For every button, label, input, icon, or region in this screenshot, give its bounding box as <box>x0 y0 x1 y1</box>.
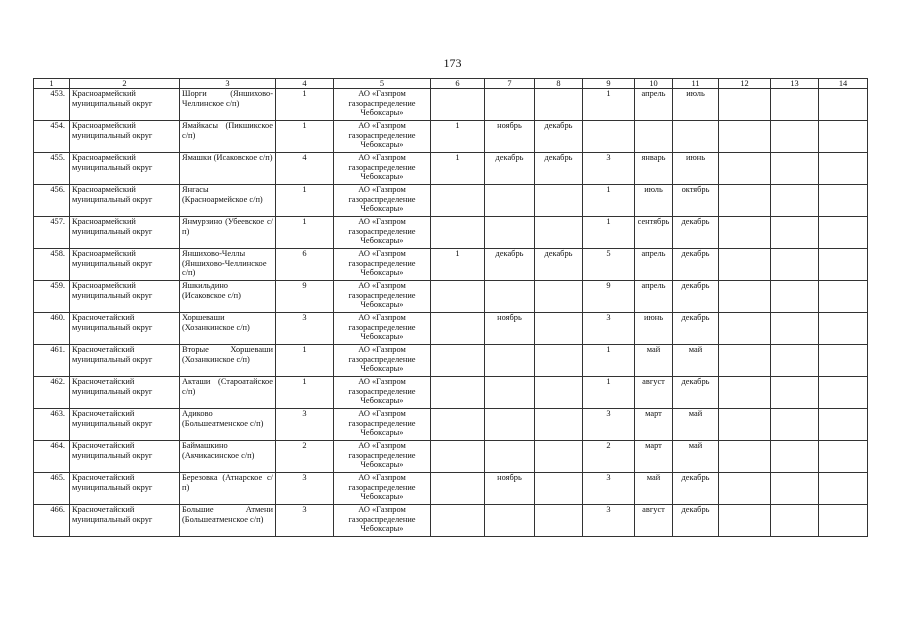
col13-cell <box>771 153 819 185</box>
organization-cell: АО «Газпром газораспределение Чебоксары» <box>334 153 431 185</box>
col6-cell <box>431 281 485 313</box>
col10-cell: апрель <box>635 249 673 281</box>
col6-cell <box>431 377 485 409</box>
col12-cell <box>719 377 771 409</box>
row-number: 457. <box>34 217 70 249</box>
table-row <box>34 377 868 409</box>
col8-cell: декабрь <box>535 153 583 185</box>
col11-cell: декабрь <box>673 281 719 313</box>
organization-cell: АО «Газпром газораспределение Чебоксары» <box>334 345 431 377</box>
organization-cell: АО «Газпром газораспределение Чебоксары» <box>334 217 431 249</box>
organization-cell: АО «Газпром газораспределение Чебоксары» <box>334 121 431 153</box>
count-cell: 2 <box>276 441 334 473</box>
table-row <box>34 121 868 153</box>
organization-cell: АО «Газпром газораспределение Чебоксары» <box>334 409 431 441</box>
col12-cell <box>719 345 771 377</box>
col13-cell <box>771 441 819 473</box>
district-cell: Красноармейский муниципальный округ <box>70 281 180 313</box>
district-cell: Красноармейский муниципальный округ <box>70 153 180 185</box>
col10-cell: сентябрь <box>635 217 673 249</box>
col14-cell <box>819 345 868 377</box>
col8-cell: декабрь <box>535 121 583 153</box>
col7-cell <box>485 281 535 313</box>
col14-cell <box>819 121 868 153</box>
col7-cell: ноябрь <box>485 313 535 345</box>
col11-cell: май <box>673 345 719 377</box>
settlement-cell: Янмурзино (Убеевское с/п) <box>180 217 276 249</box>
count-cell: 1 <box>276 185 334 217</box>
col14-cell <box>819 153 868 185</box>
district-cell: Красноармейский муниципальный округ <box>70 121 180 153</box>
col13-cell <box>771 185 819 217</box>
row-number: 460. <box>34 313 70 345</box>
col11-cell: октябрь <box>673 185 719 217</box>
col13-cell <box>771 281 819 313</box>
col9-cell: 9 <box>583 281 635 313</box>
col8-cell <box>535 441 583 473</box>
count-cell: 1 <box>276 217 334 249</box>
count-cell: 3 <box>276 505 334 537</box>
row-number: 453. <box>34 89 70 121</box>
col13-cell <box>771 377 819 409</box>
col9-cell: 1 <box>583 377 635 409</box>
row-number: 463. <box>34 409 70 441</box>
col9-cell: 1 <box>583 345 635 377</box>
settlement-cell: Большие Атмени (Большеатменское с/п) <box>180 505 276 537</box>
organization-cell: АО «Газпром газораспределение Чебоксары» <box>334 89 431 121</box>
settlement-cell: Баймашкино (Акчикасинское с/п) <box>180 441 276 473</box>
col7-cell <box>485 409 535 441</box>
col9-cell: 3 <box>583 505 635 537</box>
col6-cell <box>431 441 485 473</box>
organization-cell: АО «Газпром газораспределение Чебоксары» <box>334 505 431 537</box>
row-number: 462. <box>34 377 70 409</box>
column-number-cell: 7 <box>485 79 535 89</box>
column-number-cell: 4 <box>276 79 334 89</box>
col9-cell: 1 <box>583 185 635 217</box>
col14-cell <box>819 377 868 409</box>
col14-cell <box>819 313 868 345</box>
col13-cell <box>771 345 819 377</box>
row-number: 464. <box>34 441 70 473</box>
col7-cell <box>485 441 535 473</box>
row-number: 456. <box>34 185 70 217</box>
col6-cell <box>431 217 485 249</box>
col8-cell <box>535 377 583 409</box>
col9-cell: 3 <box>583 153 635 185</box>
col12-cell <box>719 313 771 345</box>
district-cell: Красночетайский муниципальный округ <box>70 313 180 345</box>
col9-cell: 3 <box>583 473 635 505</box>
col14-cell <box>819 217 868 249</box>
table-row <box>34 153 868 185</box>
organization-cell: АО «Газпром газораспределение Чебоксары» <box>334 281 431 313</box>
col6-cell <box>431 89 485 121</box>
col8-cell <box>535 89 583 121</box>
col9-cell <box>583 121 635 153</box>
column-number-cell: 11 <box>673 79 719 89</box>
col10-cell: август <box>635 505 673 537</box>
count-cell: 9 <box>276 281 334 313</box>
col8-cell <box>535 409 583 441</box>
col9-cell: 1 <box>583 89 635 121</box>
table-row <box>34 89 868 121</box>
table-row <box>34 185 868 217</box>
count-cell: 3 <box>276 473 334 505</box>
district-cell: Красночетайский муниципальный округ <box>70 473 180 505</box>
col6-cell <box>431 473 485 505</box>
row-number: 458. <box>34 249 70 281</box>
col13-cell <box>771 473 819 505</box>
col6-cell <box>431 345 485 377</box>
col6-cell: 1 <box>431 249 485 281</box>
col7-cell <box>485 377 535 409</box>
column-number-row <box>34 79 868 89</box>
col8-cell <box>535 281 583 313</box>
col10-cell: апрель <box>635 281 673 313</box>
count-cell: 3 <box>276 409 334 441</box>
count-cell: 6 <box>276 249 334 281</box>
col11-cell: июль <box>673 89 719 121</box>
col7-cell: ноябрь <box>485 473 535 505</box>
col7-cell <box>485 185 535 217</box>
district-cell: Красночетайский муниципальный округ <box>70 409 180 441</box>
table-row <box>34 409 868 441</box>
col8-cell: декабрь <box>535 249 583 281</box>
page-number: 173 <box>443 56 462 70</box>
col10-cell: январь <box>635 153 673 185</box>
col6-cell <box>431 505 485 537</box>
col14-cell <box>819 473 868 505</box>
district-cell: Красночетайский муниципальный округ <box>70 377 180 409</box>
table-row <box>34 217 868 249</box>
col7-cell <box>485 217 535 249</box>
col10-cell: апрель <box>635 89 673 121</box>
col11-cell: декабрь <box>673 217 719 249</box>
column-number-cell: 5 <box>334 79 431 89</box>
column-number-cell: 9 <box>583 79 635 89</box>
col12-cell <box>719 409 771 441</box>
col8-cell <box>535 505 583 537</box>
row-number: 454. <box>34 121 70 153</box>
settlement-cell: Березовка (Атнарское с/п) <box>180 473 276 505</box>
col12-cell <box>719 217 771 249</box>
row-number: 455. <box>34 153 70 185</box>
col10-cell: июль <box>635 185 673 217</box>
column-number-cell: 2 <box>70 79 180 89</box>
col6-cell: 1 <box>431 153 485 185</box>
col8-cell <box>535 185 583 217</box>
col11-cell: декабрь <box>673 505 719 537</box>
col14-cell <box>819 249 868 281</box>
col10-cell: март <box>635 409 673 441</box>
count-cell: 1 <box>276 89 334 121</box>
col13-cell <box>771 121 819 153</box>
col11-cell: июнь <box>673 153 719 185</box>
table-row <box>34 281 868 313</box>
column-number-cell: 13 <box>771 79 819 89</box>
column-number-cell: 14 <box>819 79 868 89</box>
table-row <box>34 313 868 345</box>
col9-cell: 2 <box>583 441 635 473</box>
table-row <box>34 505 868 537</box>
organization-cell: АО «Газпром газораспределение Чебоксары» <box>334 377 431 409</box>
col8-cell <box>535 313 583 345</box>
organization-cell: АО «Газпром газораспределение Чебоксары» <box>334 313 431 345</box>
table-row <box>34 249 868 281</box>
col12-cell <box>719 249 771 281</box>
col6-cell <box>431 409 485 441</box>
column-number-cell: 10 <box>635 79 673 89</box>
count-cell: 1 <box>276 121 334 153</box>
col9-cell: 5 <box>583 249 635 281</box>
col11-cell <box>673 121 719 153</box>
col13-cell <box>771 505 819 537</box>
count-cell: 1 <box>276 345 334 377</box>
col6-cell <box>431 185 485 217</box>
col12-cell <box>719 89 771 121</box>
schedule-table <box>33 78 868 537</box>
col10-cell: май <box>635 345 673 377</box>
col10-cell: май <box>635 473 673 505</box>
col14-cell <box>819 281 868 313</box>
col6-cell: 1 <box>431 121 485 153</box>
col12-cell <box>719 441 771 473</box>
row-number: 461. <box>34 345 70 377</box>
col7-cell: декабрь <box>485 249 535 281</box>
column-number-cell: 12 <box>719 79 771 89</box>
district-cell: Красночетайский муниципальный округ <box>70 505 180 537</box>
col10-cell: июнь <box>635 313 673 345</box>
organization-cell: АО «Газпром газораспределение Чебоксары» <box>334 473 431 505</box>
col14-cell <box>819 89 868 121</box>
table-row <box>34 441 868 473</box>
col14-cell <box>819 441 868 473</box>
col13-cell <box>771 313 819 345</box>
col13-cell <box>771 409 819 441</box>
settlement-cell: Янгасы (Красноармейское с/п) <box>180 185 276 217</box>
district-cell: Красноармейский муниципальный округ <box>70 217 180 249</box>
col7-cell: ноябрь <box>485 121 535 153</box>
col9-cell: 3 <box>583 313 635 345</box>
settlement-cell: Вторые Хоршеваши (Хозанкинское с/п) <box>180 345 276 377</box>
settlement-cell: Хоршеваши (Хозанкинское с/п) <box>180 313 276 345</box>
settlement-cell: Адиково (Большеатменское с/п) <box>180 409 276 441</box>
col14-cell <box>819 409 868 441</box>
count-cell: 3 <box>276 313 334 345</box>
settlement-cell: Яшкильдино (Исаковское с/п) <box>180 281 276 313</box>
col10-cell: март <box>635 441 673 473</box>
col7-cell <box>485 89 535 121</box>
district-cell: Красночетайский муниципальный округ <box>70 441 180 473</box>
row-number: 465. <box>34 473 70 505</box>
col11-cell: декабрь <box>673 377 719 409</box>
organization-cell: АО «Газпром газораспределение Чебоксары» <box>334 185 431 217</box>
column-number-cell: 8 <box>535 79 583 89</box>
district-cell: Красноармейский муниципальный округ <box>70 89 180 121</box>
col13-cell <box>771 89 819 121</box>
col11-cell: декабрь <box>673 249 719 281</box>
col11-cell: декабрь <box>673 313 719 345</box>
district-cell: Красночетайский муниципальный округ <box>70 345 180 377</box>
row-number: 459. <box>34 281 70 313</box>
settlement-cell: Яншихово-Челлы (Яншихово-Челлинское с/п) <box>180 249 276 281</box>
col10-cell <box>635 121 673 153</box>
col7-cell: декабрь <box>485 153 535 185</box>
table-body <box>34 79 868 537</box>
col8-cell <box>535 473 583 505</box>
col11-cell: май <box>673 441 719 473</box>
row-number: 466. <box>34 505 70 537</box>
col10-cell: август <box>635 377 673 409</box>
col7-cell <box>485 505 535 537</box>
col11-cell: май <box>673 409 719 441</box>
col13-cell <box>771 249 819 281</box>
col13-cell <box>771 217 819 249</box>
col7-cell <box>485 345 535 377</box>
col12-cell <box>719 505 771 537</box>
col14-cell <box>819 185 868 217</box>
col12-cell <box>719 153 771 185</box>
settlement-cell: Шорги (Яншихово-Челлинское с/п) <box>180 89 276 121</box>
col9-cell: 1 <box>583 217 635 249</box>
col14-cell <box>819 505 868 537</box>
table-row <box>34 345 868 377</box>
col12-cell <box>719 281 771 313</box>
col6-cell <box>431 313 485 345</box>
organization-cell: АО «Газпром газораспределение Чебоксары» <box>334 249 431 281</box>
table-row <box>34 473 868 505</box>
column-number-cell: 1 <box>34 79 70 89</box>
col9-cell: 3 <box>583 409 635 441</box>
settlement-cell: Ямашки (Исаковское с/п) <box>180 153 276 185</box>
col12-cell <box>719 473 771 505</box>
district-cell: Красноармейский муниципальный округ <box>70 185 180 217</box>
column-number-cell: 3 <box>180 79 276 89</box>
col11-cell: декабрь <box>673 473 719 505</box>
column-number-cell: 6 <box>431 79 485 89</box>
col12-cell <box>719 185 771 217</box>
col12-cell <box>719 121 771 153</box>
col8-cell <box>535 345 583 377</box>
count-cell: 4 <box>276 153 334 185</box>
organization-cell: АО «Газпром газораспределение Чебоксары» <box>334 441 431 473</box>
settlement-cell: Акташи (Староатайское с/п) <box>180 377 276 409</box>
settlement-cell: Ямайкасы (Пикшикское с/п) <box>180 121 276 153</box>
col8-cell <box>535 217 583 249</box>
district-cell: Красноармейский муниципальный округ <box>70 249 180 281</box>
count-cell: 1 <box>276 377 334 409</box>
